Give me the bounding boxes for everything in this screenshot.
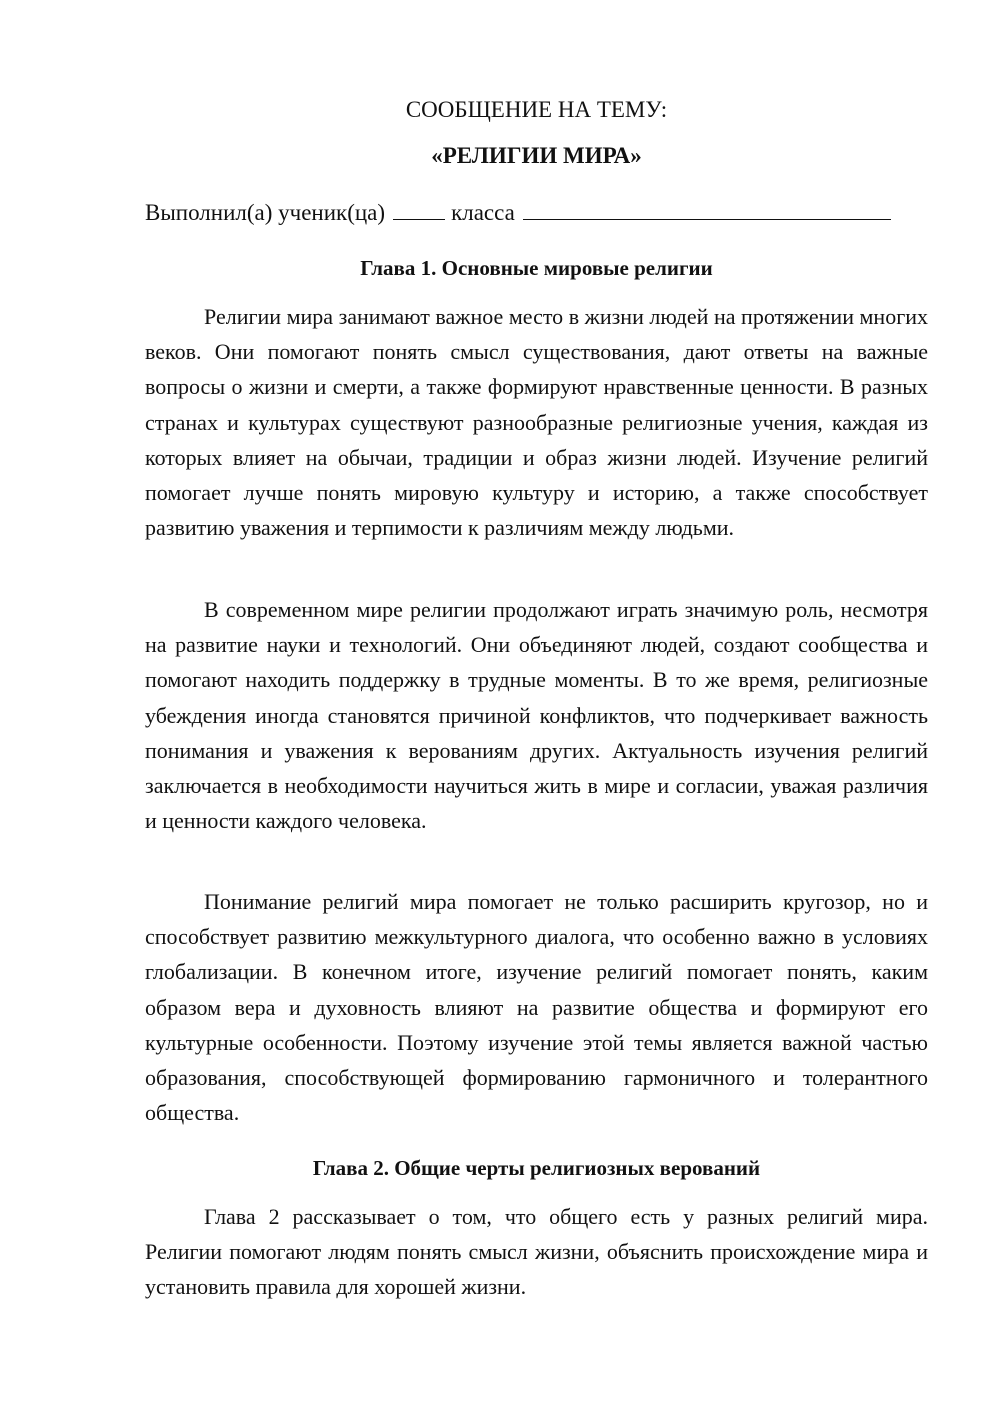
author-line xyxy=(145,197,928,228)
chapter-1-paragraph-1: Религии мира занимают важное место в жизни людей на протяжении многих веков. Они помогают понять смысл существования, дают ответы на важные вопросы о жизни и смерти, а также формируют нравственные ценности. В разных странах и культурах существуют разнообразные религиозные учения, каждая из которых влияет на обычаи, традиции и образ жизни людей. Изучение религий помогает лучше понять мировую культуру и историю, а также способствует развитию уважения и терпимости к различиям между людьми. xyxy=(145,304,928,541)
chapter-1-heading: Глава 1. Основные мировые религии xyxy=(360,256,713,280)
chapter-2-heading: Глава 2. Общие черты религиозных верований xyxy=(312,1156,761,1180)
class-number-blank xyxy=(393,197,445,220)
author-label: Выполнил(а) ученик(ца) xyxy=(145,200,386,225)
chapter-1-paragraph-2: В современном мире религии продолжают играть значимую роль, несмотря на развитие науки и технологий. Они объединяют людей, создают сообщества и помогают находить поддержку в трудные моменты. В то же время, религиозные убеждения иногда становятся причиной конфликтов, что подчеркивает важность понимания и уважения к верованиям других. Актуальность изучения религий заключается в необходимости научиться жить в мире и согласии, уважая различия и ценности каждого человека. xyxy=(145,597,928,834)
document-title: «РЕЛИГИИ МИРА» xyxy=(431,143,642,168)
chapter-1-paragraph-3: Понимание религий мира помогает не только расширить кругозор, но и способствует развитию межкультурного диалога, что особенно важно в условиях глобализации. В конечном итоге, изучение религий помогает понять, каким образом вера и духовность влияют на развитие общества и формируют его культурные особенности. Поэтому изучение этой темы является важной частью образования, способствующей формированию гармоничного и толерантного общества. xyxy=(145,889,928,1126)
document-topic: СООБЩЕНИЕ НА ТЕМУ: xyxy=(405,97,668,122)
student-name-blank xyxy=(523,197,891,220)
chapter-2-paragraph-1: Глава 2 рассказывает о том, что общего есть у разных религий мира. Религии помогают людям понять смысл жизни, объяснить происхождение мира и установить правила для хорошей жизни. xyxy=(145,1204,928,1300)
class-label: класса xyxy=(451,200,515,225)
